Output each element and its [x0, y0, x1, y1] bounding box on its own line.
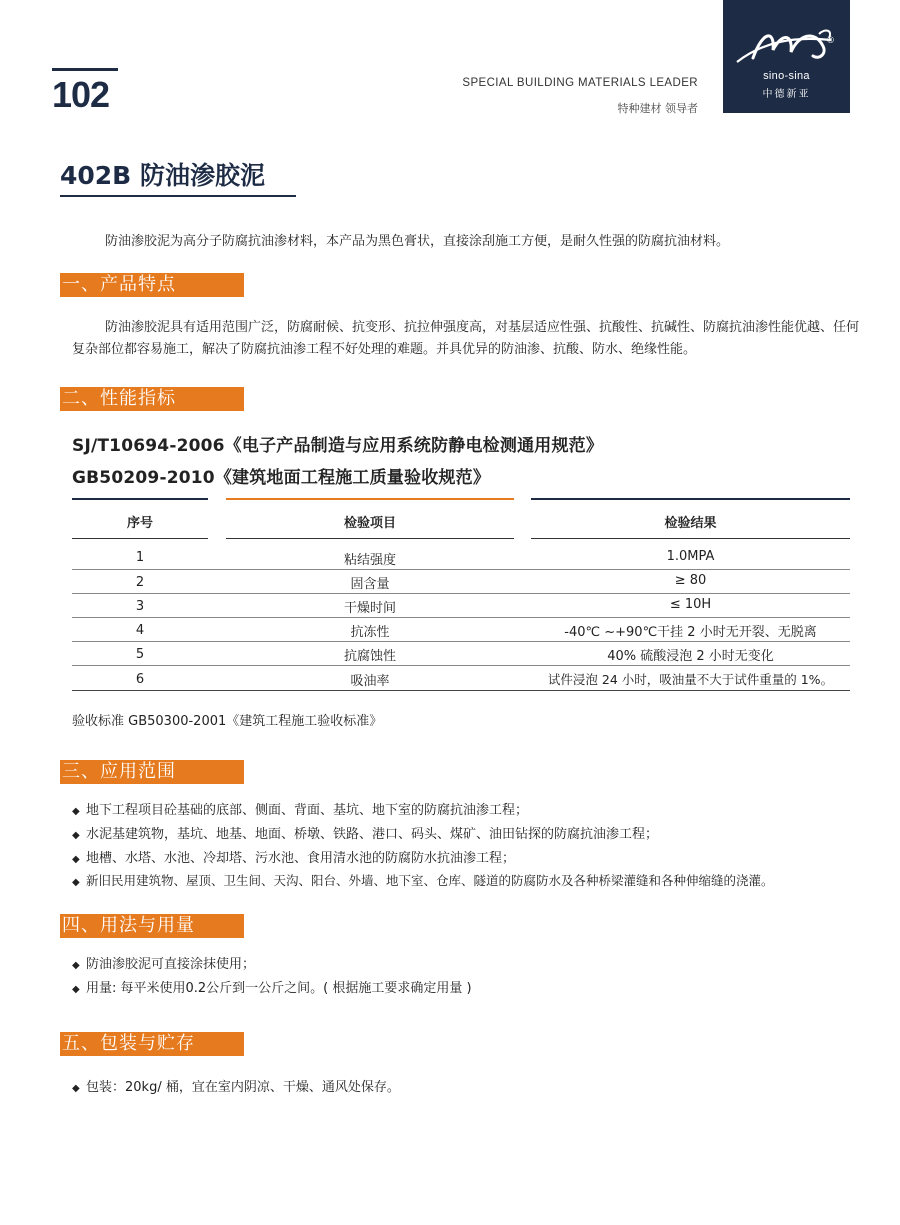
list-item: ◆ 防油渗胶泥可直接涂抹使用；: [72, 957, 256, 972]
slogan-cn: 特种建材 领导者: [617, 102, 698, 115]
section-heading-usage: 四、用法与用量: [60, 914, 244, 938]
features-paragraph: 防油渗胶泥具有适用范围广泛，防腐耐候、抗变形、抗拉伸强度高，对基层适应性强、抗酸性、抗碱性、防腐抗油渗性能优越、任何复杂部位都容易施工，解决了防腐抗油渗工程不好处理的难题。并具优异的防油渗、抗酸、防水、绝缘性能。: [72, 320, 860, 357]
table-cell-index: 2: [135, 575, 145, 590]
row-divider: [72, 569, 850, 570]
header-rule-1: [72, 538, 208, 539]
list-item: ◆ 包装：20kg/ 桶，宜在室内阴凉、干燥、通风处保存。: [72, 1080, 400, 1095]
standard-1: SJ/T10694-2006《电子产品制造与应用系统防静电检测通用规范》: [72, 436, 604, 456]
page-number: 102: [52, 74, 110, 115]
intro-paragraph: 防油渗胶泥为高分子防腐抗油渗材料，本产品为黑色膏状，直接涂刮施工方便，是耐久性强的防腐抗油材料。: [105, 234, 730, 249]
registered-mark: ®: [826, 36, 835, 46]
diamond-bullet-icon: ◆: [72, 960, 80, 971]
table-cell-result: -40℃ ~+90℃干挂 2 小时无开裂、无脱离: [564, 625, 817, 640]
table-cell-item: 吸油率: [350, 674, 390, 689]
list-item: ◆ 地下工程项目砼基础的底部、侧面、背面、基坑、地下室的防腐抗油渗工程；: [72, 803, 529, 818]
title-underline: [60, 195, 296, 197]
table-cell-item: 粘结强度: [343, 553, 396, 568]
diamond-bullet-icon: ◆: [72, 830, 80, 841]
page-title: 402B 防油渗胶泥: [60, 161, 265, 190]
table-header-index: 序号: [126, 516, 153, 531]
standard-2: GB50209-2010《建筑地面工程施工质量验收规范》: [72, 468, 491, 488]
diamond-bullet-icon: ◆: [72, 854, 80, 865]
list-item: ◆ 用量: 每平米使用0.2公斤到一公斤之间。( 根据施工要求确定用量 ): [72, 981, 472, 996]
table-cell-result: ≤ 10H: [669, 597, 712, 612]
table-bottom-rule: [72, 690, 850, 691]
table-cell-index: 1: [135, 550, 145, 565]
header-rule-2: [226, 538, 514, 539]
acceptance-standard: 验收标准 GB50300-2001《建筑工程施工验收标准》: [72, 714, 383, 729]
row-divider: [72, 593, 850, 594]
slogan-en: SPECIAL BUILDING MATERIALS LEADER: [462, 77, 698, 89]
row-divider: [72, 617, 850, 618]
table-header-item: 检验项目: [343, 516, 396, 531]
table-cell-result: ≥ 80: [674, 573, 707, 588]
table-cell-item: 抗冻性: [350, 625, 390, 640]
diamond-bullet-icon: ◆: [72, 1083, 80, 1094]
section-heading-applications: 三、应用范围: [60, 760, 244, 784]
table-top-rule-2: [226, 498, 514, 500]
logo-text-cn: 中德新亚: [762, 89, 811, 100]
row-divider: [72, 665, 850, 666]
table-cell-result: 1.0MPA: [666, 549, 715, 564]
section-heading-packaging: 五、包装与贮存: [60, 1032, 244, 1056]
table-cell-item: 抗腐蚀性: [343, 649, 396, 664]
diamond-bullet-icon: ◆: [72, 806, 80, 817]
list-item: ◆ 新旧民用建筑物、屋顶、卫生间、天沟、阳台、外墙、地下室、仓库、隧道的防腐防水及各种桥梁灌缝和各种伸缩缝的浇灌。: [72, 873, 774, 888]
table-top-rule-1: [72, 498, 208, 500]
table-cell-index: 5: [135, 647, 145, 662]
diamond-bullet-icon: ◆: [72, 984, 80, 995]
table-cell-result: 40% 硫酸浸泡 2 小时无变化: [607, 649, 774, 664]
page-number-bar: [52, 68, 118, 71]
section-heading-features: 一、产品特点: [60, 273, 244, 297]
table-header-result: 检验结果: [664, 516, 717, 531]
table-cell-item: 干燥时间: [343, 601, 396, 616]
row-divider: [72, 641, 850, 642]
table-cell-result: 试件浸泡 24 小时，吸油量不大于试件重量的 1%。: [547, 672, 834, 687]
header-rule-3: [531, 538, 850, 539]
logo-text-en: sino-sina: [763, 70, 810, 82]
diamond-bullet-icon: ◆: [72, 877, 80, 888]
table-top-rule-3: [531, 498, 850, 500]
list-item: ◆ 水泥基建筑物，基坑、地基、地面、桥墩、铁路、港口、码头、煤矿、油田钻探的防腐抗油渗工程；: [72, 827, 659, 842]
table-cell-index: 3: [135, 599, 145, 614]
table-cell-index: 6: [135, 672, 145, 687]
section-heading-performance: 二、性能指标: [60, 387, 244, 411]
table-cell-item: 固含量: [350, 577, 390, 592]
table-cell-index: 4: [135, 623, 145, 638]
list-item: ◆ 地槽、水塔、水池、冷却塔、污水池、食用清水池的防腐防水抗油渗工程；: [72, 851, 516, 866]
